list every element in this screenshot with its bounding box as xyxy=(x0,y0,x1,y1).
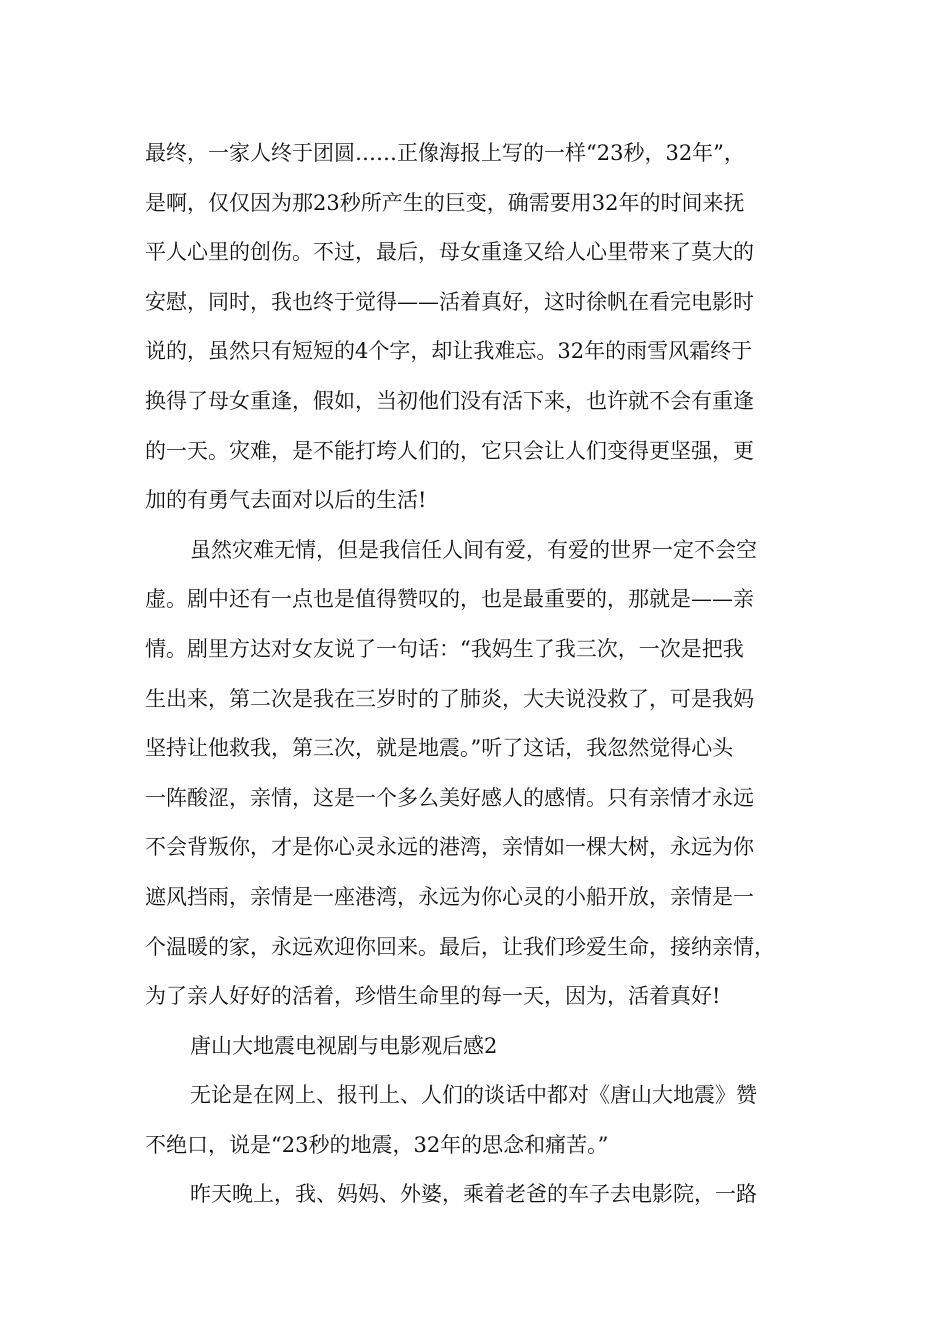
text-line: 情。剧里方达对女友说了一句话：“我妈生了我三次，一次是把我 xyxy=(145,636,744,661)
text-line: 说的，虽然只有短短的4个字，却让我难忘。32年的雨雪风霜终于 xyxy=(145,339,753,364)
text-line: 不绝口，说是“23秒的地震，32年的思念和痛苦。” xyxy=(145,1132,609,1157)
text-line: 坚持让他救我，第三次，就是地震。”听了这话，我忽然觉得心头 xyxy=(145,736,734,761)
text-line: 平人心里的创伤。不过，最后，母女重逢又给人心里带来了莫大的 xyxy=(145,240,754,265)
text-line: 是啊，仅仅因为那23秒所产生的巨变，确需要用32年的时间来抚 xyxy=(145,190,745,215)
text-line: 个温暖的家，永远欢迎你回来。最后，让我们珍爱生命，接纳亲情， xyxy=(145,934,775,959)
text-line: 不会背叛你，才是你心灵永远的港湾，亲情如一棵大树，永远为你 xyxy=(145,835,754,860)
text-line: 换得了母女重逢，假如，当初他们没有活下来，也许就不会有重逢 xyxy=(145,388,754,413)
paragraph-start-line: 虽然灾难无情，但是我信任人间有爱，有爱的世界一定不会空 xyxy=(190,537,757,562)
text-line: 为了亲人好好的活着，珍惜生命里的每一天，因为，活着真好! xyxy=(145,984,721,1009)
article-body xyxy=(145,129,835,1220)
text-line: 安慰，同时，我也终于觉得——活着真好，这时徐帆在看完电影时 xyxy=(145,289,754,314)
paragraph-start-line: 无论是在网上、报刊上、人们的谈话中都对《唐山大地震》赞 xyxy=(190,1083,757,1108)
text-line: 最终，一家人终于团圆……正像海报上写的一样“23秒，32年”， xyxy=(145,141,745,165)
text-line: 遮风挡雨，亲情是一座港湾，永远为你心灵的小船开放，亲情是一 xyxy=(145,884,754,909)
text-line: 生出来，第二次是我在三岁时的了肺炎，大夫说没救了，可是我妈 xyxy=(145,686,754,711)
text-line: 一阵酸涩，亲情，这是一个多么美好感人的感情。只有亲情才永远 xyxy=(145,785,754,810)
text-line: 加的有勇气去面对以后的生活! xyxy=(145,488,427,513)
paragraph-start-line: 昨天晚上，我、妈妈、外婆，乘着老爸的车子去电影院，一路 xyxy=(190,1182,757,1207)
text-line: 虚。剧中还有一点也是值得赞叹的，也是最重要的，那就是——亲 xyxy=(145,587,754,612)
section-heading: 唐山大地震电视剧与电影观后感2 xyxy=(190,1033,498,1058)
text-line: 的一天。灾难，是不能打垮人们的，它只会让人们变得更坚强，更 xyxy=(145,438,754,463)
